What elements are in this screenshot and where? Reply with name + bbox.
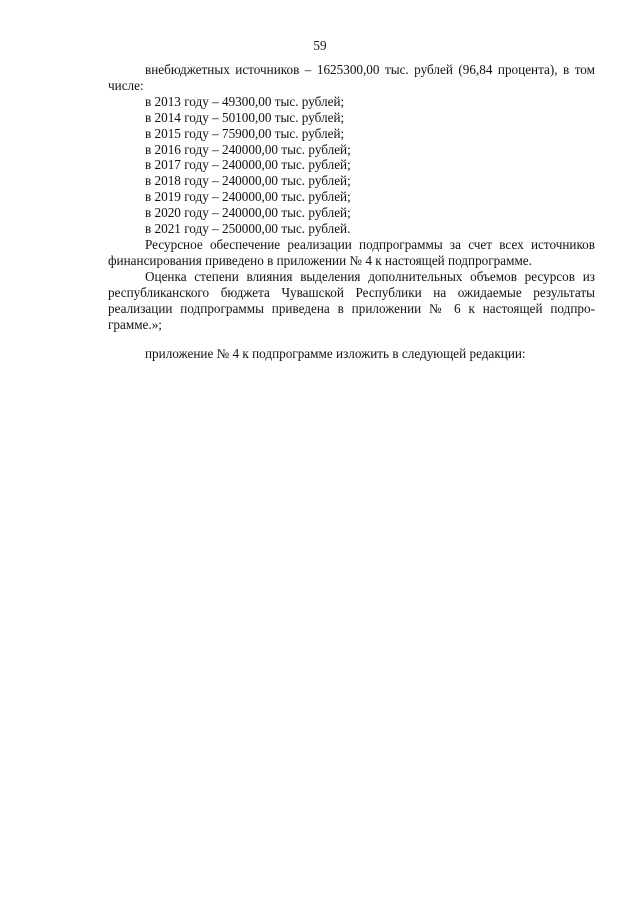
year-line-2013: в 2013 году – 49300,00 тыс. рублей;	[145, 93, 345, 109]
year-line-2021: в 2021 году – 250000,00 тыс. рублей.	[145, 221, 351, 237]
year-line-2017: в 2017 году – 240000,00 тыс. рублей;	[145, 157, 351, 173]
paragraph-spacer	[108, 332, 595, 346]
document-body	[108, 62, 595, 362]
year-line-2015: в 2015 году – 75900,00 тыс. рублей;	[145, 125, 345, 141]
year-line-2018: в 2018 году – 240000,00 тыс. рублей;	[145, 173, 351, 189]
year-line-2016: в 2016 году – 240000,00 тыс. рублей;	[145, 141, 351, 157]
resources-paragraph: Ресурсное обеспечение реализации подпрограммы за счет всех источников финансирования приведено в приложении № 4 к настоящей подпрограмме.	[108, 236, 595, 268]
year-line-2020: в 2020 году – 240000,00 тыс. рублей;	[145, 205, 351, 221]
year-line-2014: в 2014 году – 50100,00 тыс. рублей;	[145, 109, 345, 125]
year-line-2019: в 2019 году – 240000,00 тыс. рублей;	[145, 189, 351, 205]
page-number: 59	[313, 38, 327, 53]
assessment-paragraph: Оценка степени влияния выделения дополнительных объемов ресурсов из республиканского бюджета Чувашской Республики на ожидаемые результаты реализации подпрограммы приведена в приложении № 6 к настоящей подпрограмме.»;	[108, 268, 595, 332]
intro-paragraph: внебюджетных источников – 1625300,00 тыс. рублей (96,84 процента), в том числе:	[108, 62, 595, 93]
appendix-instruction-paragraph: приложение № 4 к подпрограмме изложить в следующей редакции:	[145, 346, 526, 362]
